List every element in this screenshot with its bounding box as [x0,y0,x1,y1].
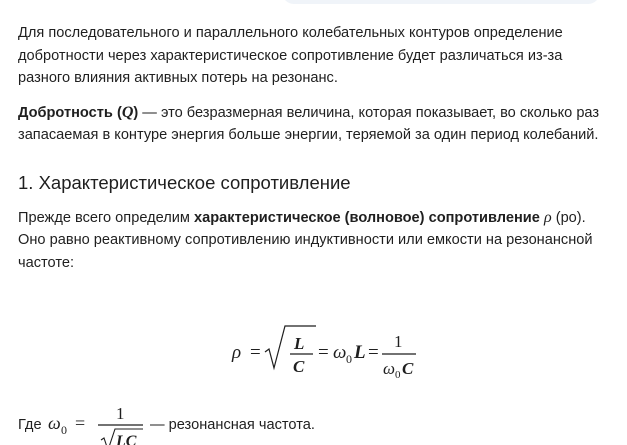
where-LC: LC [116,433,137,445]
top-bar-fragment [282,0,600,4]
section-symbol: ρ [543,208,552,226]
where-eq: = [75,413,86,433]
where-omega-sub: 0 [61,423,67,437]
definition-symbol: Q [121,103,134,121]
definition-text: — это безразмерная величина, которая показывает, во сколько раз запасаемая в контуре энергия больше энергии, теряемой за один период колебаний. [18,104,600,143]
formula-eq-2: = [318,342,329,363]
where-formula-svg [18,395,608,445]
formula-frac-one: 1 [394,332,403,351]
formula-eq-1: = [250,342,261,363]
formula-frac-C: C [402,359,414,378]
section-heading: 1. Характеристическое сопротивление [18,171,351,193]
section-term: характеристическое (волновое) сопротивление [194,209,540,226]
sqrt-sign-icon [265,326,316,368]
section-paragraph [18,207,608,275]
rho-formula [18,314,608,384]
where-prefix: Где [18,417,42,433]
formula-omega-sub: 0 [346,352,352,366]
formula-frac-omega-sub: 0 [395,369,401,381]
rho-formula-svg [18,314,608,384]
intro-text: Для последовательного и параллельного колебательных контуров определение добротности через характеристическое сопротивление будет различаться из-за разного влияния активных потерь на резонанс. [18,25,563,86]
where-omega: ω [48,413,61,433]
intro-paragraph [18,22,608,90]
definition-paragraph [18,102,608,147]
formula-omega: ω [333,342,347,363]
section-text-after: Оно равно реактивному сопротивлению индуктивности или емкости на резонансной частоте: [18,232,593,271]
formula-rho: ρ [232,342,242,363]
where-line [18,395,608,445]
definition-term: Добротность [18,104,113,121]
formula-sqrt-C: C [293,357,305,376]
section-symbol-note: (ро). [551,209,586,226]
formula-sqrt-L: L [294,334,305,353]
section-text-before: Прежде всего определим [18,209,195,226]
definition-close-paren: ) [133,104,139,121]
formula-frac-omega: ω [383,359,396,378]
formula-eq-3: = [368,342,379,363]
document-body [18,22,608,445]
where-frac-one: 1 [116,404,125,423]
where-suffix: — резонансная частота. [150,417,315,433]
definition-open-paren: ( [112,104,122,121]
formula-L: L [354,342,366,363]
